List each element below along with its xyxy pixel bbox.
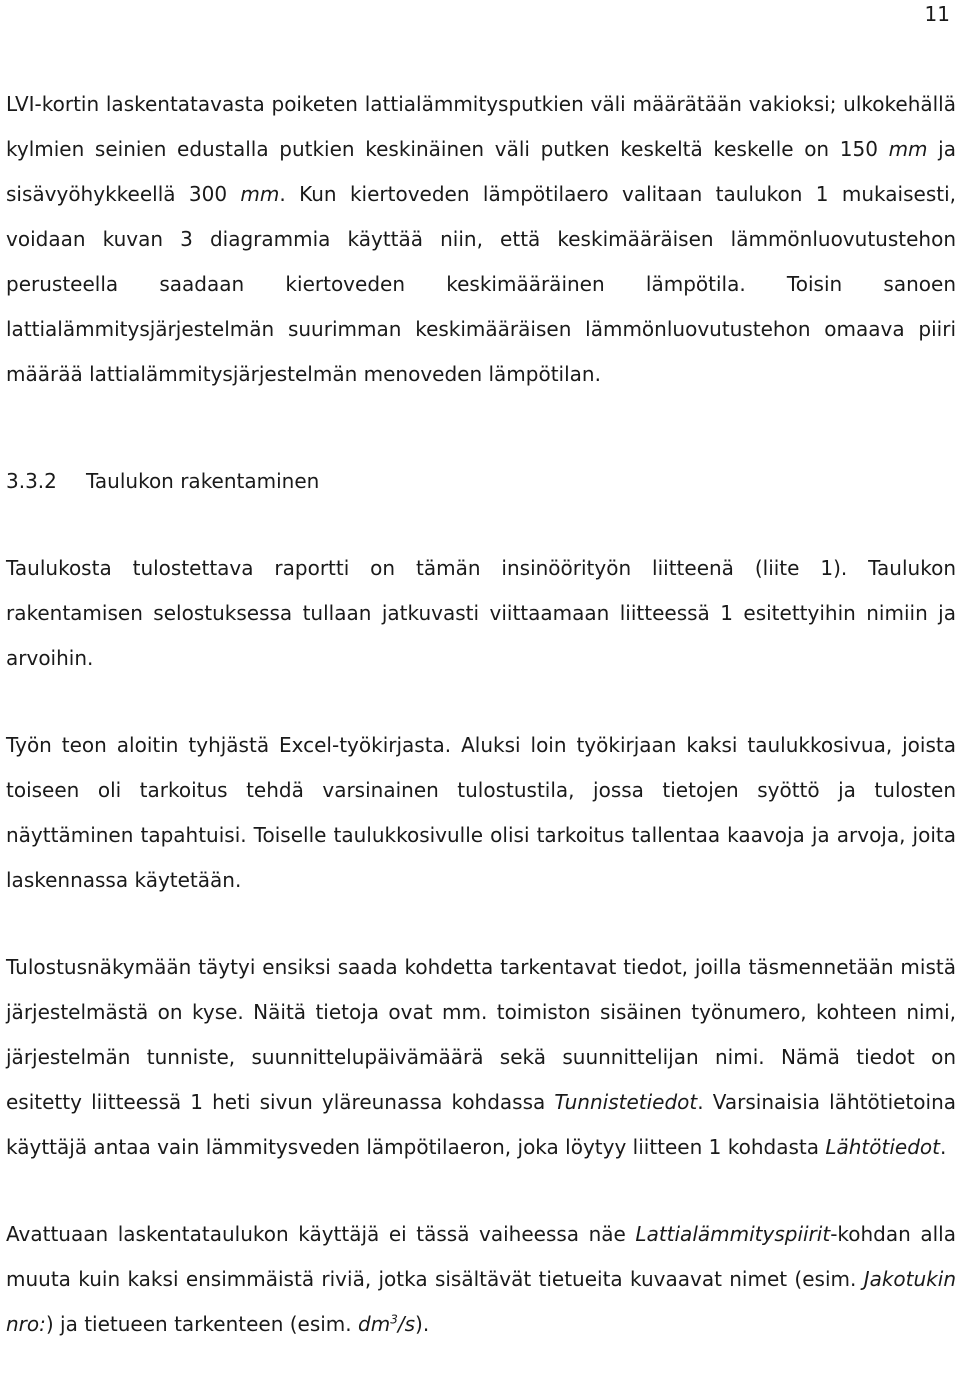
section-number: 3.3.2 [6, 469, 57, 493]
page-content [6, 82, 956, 1347]
section-title: Taulukon rakentaminen [86, 469, 320, 493]
unit-italic: mm [888, 137, 928, 161]
text-span: -kohdan alla muuta kuin kaksi ensimmäistä riviä, jotka sisältävät tietueita kuvaavat nimet (esim. [6, 1222, 956, 1291]
spacer [6, 397, 956, 459]
spacer [6, 1170, 956, 1212]
term-italic: Jakotukin nro: [6, 1267, 956, 1336]
term-italic: Lähtötiedot [825, 1135, 940, 1159]
text-span: ). [415, 1312, 430, 1336]
paragraph-heating-circuits [6, 1212, 956, 1347]
text-span: LVI-kortin laskentatavasta poiketen lattialämmitysputkien väli määrätään vakioksi; ulkokehällä kylmien seinien edustalla putkien keskinäinen väli putken keskeltä keskelle on 150 [6, 92, 956, 161]
paragraph-report-appendix: Taulukosta tulostettava raportti on tämän insinöörityön liitteenä (liite 1). Taulukon rakentamisen selostuksessa tullaan jatkuvasti viittaamaan liitteessä 1 esitettyihin nimiin ja arvoihin. [6, 556, 956, 670]
unit-italic [358, 1312, 415, 1336]
term-italic: Lattialämmityspiirit [635, 1222, 831, 1246]
text-span: ) ja tietueen tarkenteen (esim. [45, 1312, 359, 1336]
text-span: ja sisävyöhykkeellä 300 [6, 137, 956, 206]
spacer [6, 903, 956, 945]
text-span: . Varsinaisia lähtötietoina käyttäjä antaa vain lämmitysveden lämpötilaeron, joka löytyy liitteen 1 kohdasta [6, 1090, 956, 1159]
section-heading [6, 459, 956, 504]
unit-tail: /s [397, 1312, 416, 1336]
page-number: 11 [924, 2, 950, 26]
paragraph-excel-workbook: Työn teon aloitin tyhjästä Excel-työkirjasta. Aluksi loin työkirjaan kaksi taulukkosivua, joista toiseen oli tarkoitus tehdä varsinainen tulostustila, jossa tietojen syöttö ja tulosten näyttäminen tapahtuisi. Toiselle taulukkosivulle olisi tarkoitus tallentaa kaavoja ja arvoja, joita laskennassa käytetään. [6, 733, 956, 892]
paragraph-floor-heating-spacing [6, 82, 956, 397]
text-span: . Kun kiertoveden lämpötilaero valitaan taulukon 1 mukaisesti, voidaan kuvan 3 diagrammia käyttää niin, että keskimääräisen lämmönluovutustehon perusteella saadaan kiertoveden keskimääräinen lämpötila. Toisin sanoen lattialämmitysjärjestelmän suurimman keskimääräisen lämmönluovutustehon omaava piiri määrää lattialämmitysjärjestelmän menoveden lämpötilan. [6, 182, 956, 386]
paragraph-identification-data [6, 945, 956, 1170]
spacer [6, 681, 956, 723]
term-italic: Tunnistetiedot [554, 1090, 698, 1114]
unit-superscript: 3 [390, 1312, 398, 1327]
spacer [6, 504, 956, 546]
text-span: Avattuaan laskentataulukon käyttäjä ei tässä vaiheessa näe [6, 1222, 636, 1246]
unit-italic: mm [240, 182, 280, 206]
text-span: . [939, 1135, 947, 1159]
text-span: Tulostusnäkymään täytyi ensiksi saada kohdetta tarkentavat tiedot, joilla täsmennetään mistä järjestelmästä on kyse. Näitä tietoja ovat mm. toimiston sisäinen työnumero, kohteen nimi, järjestelmän tunniste, suunnittelupäivämäärä sekä suunnittelijan nimi. Nämä tiedot on esitetty liitteessä 1 heti sivun yläreunassa kohdassa [6, 955, 956, 1114]
unit-base: dm [358, 1312, 391, 1336]
